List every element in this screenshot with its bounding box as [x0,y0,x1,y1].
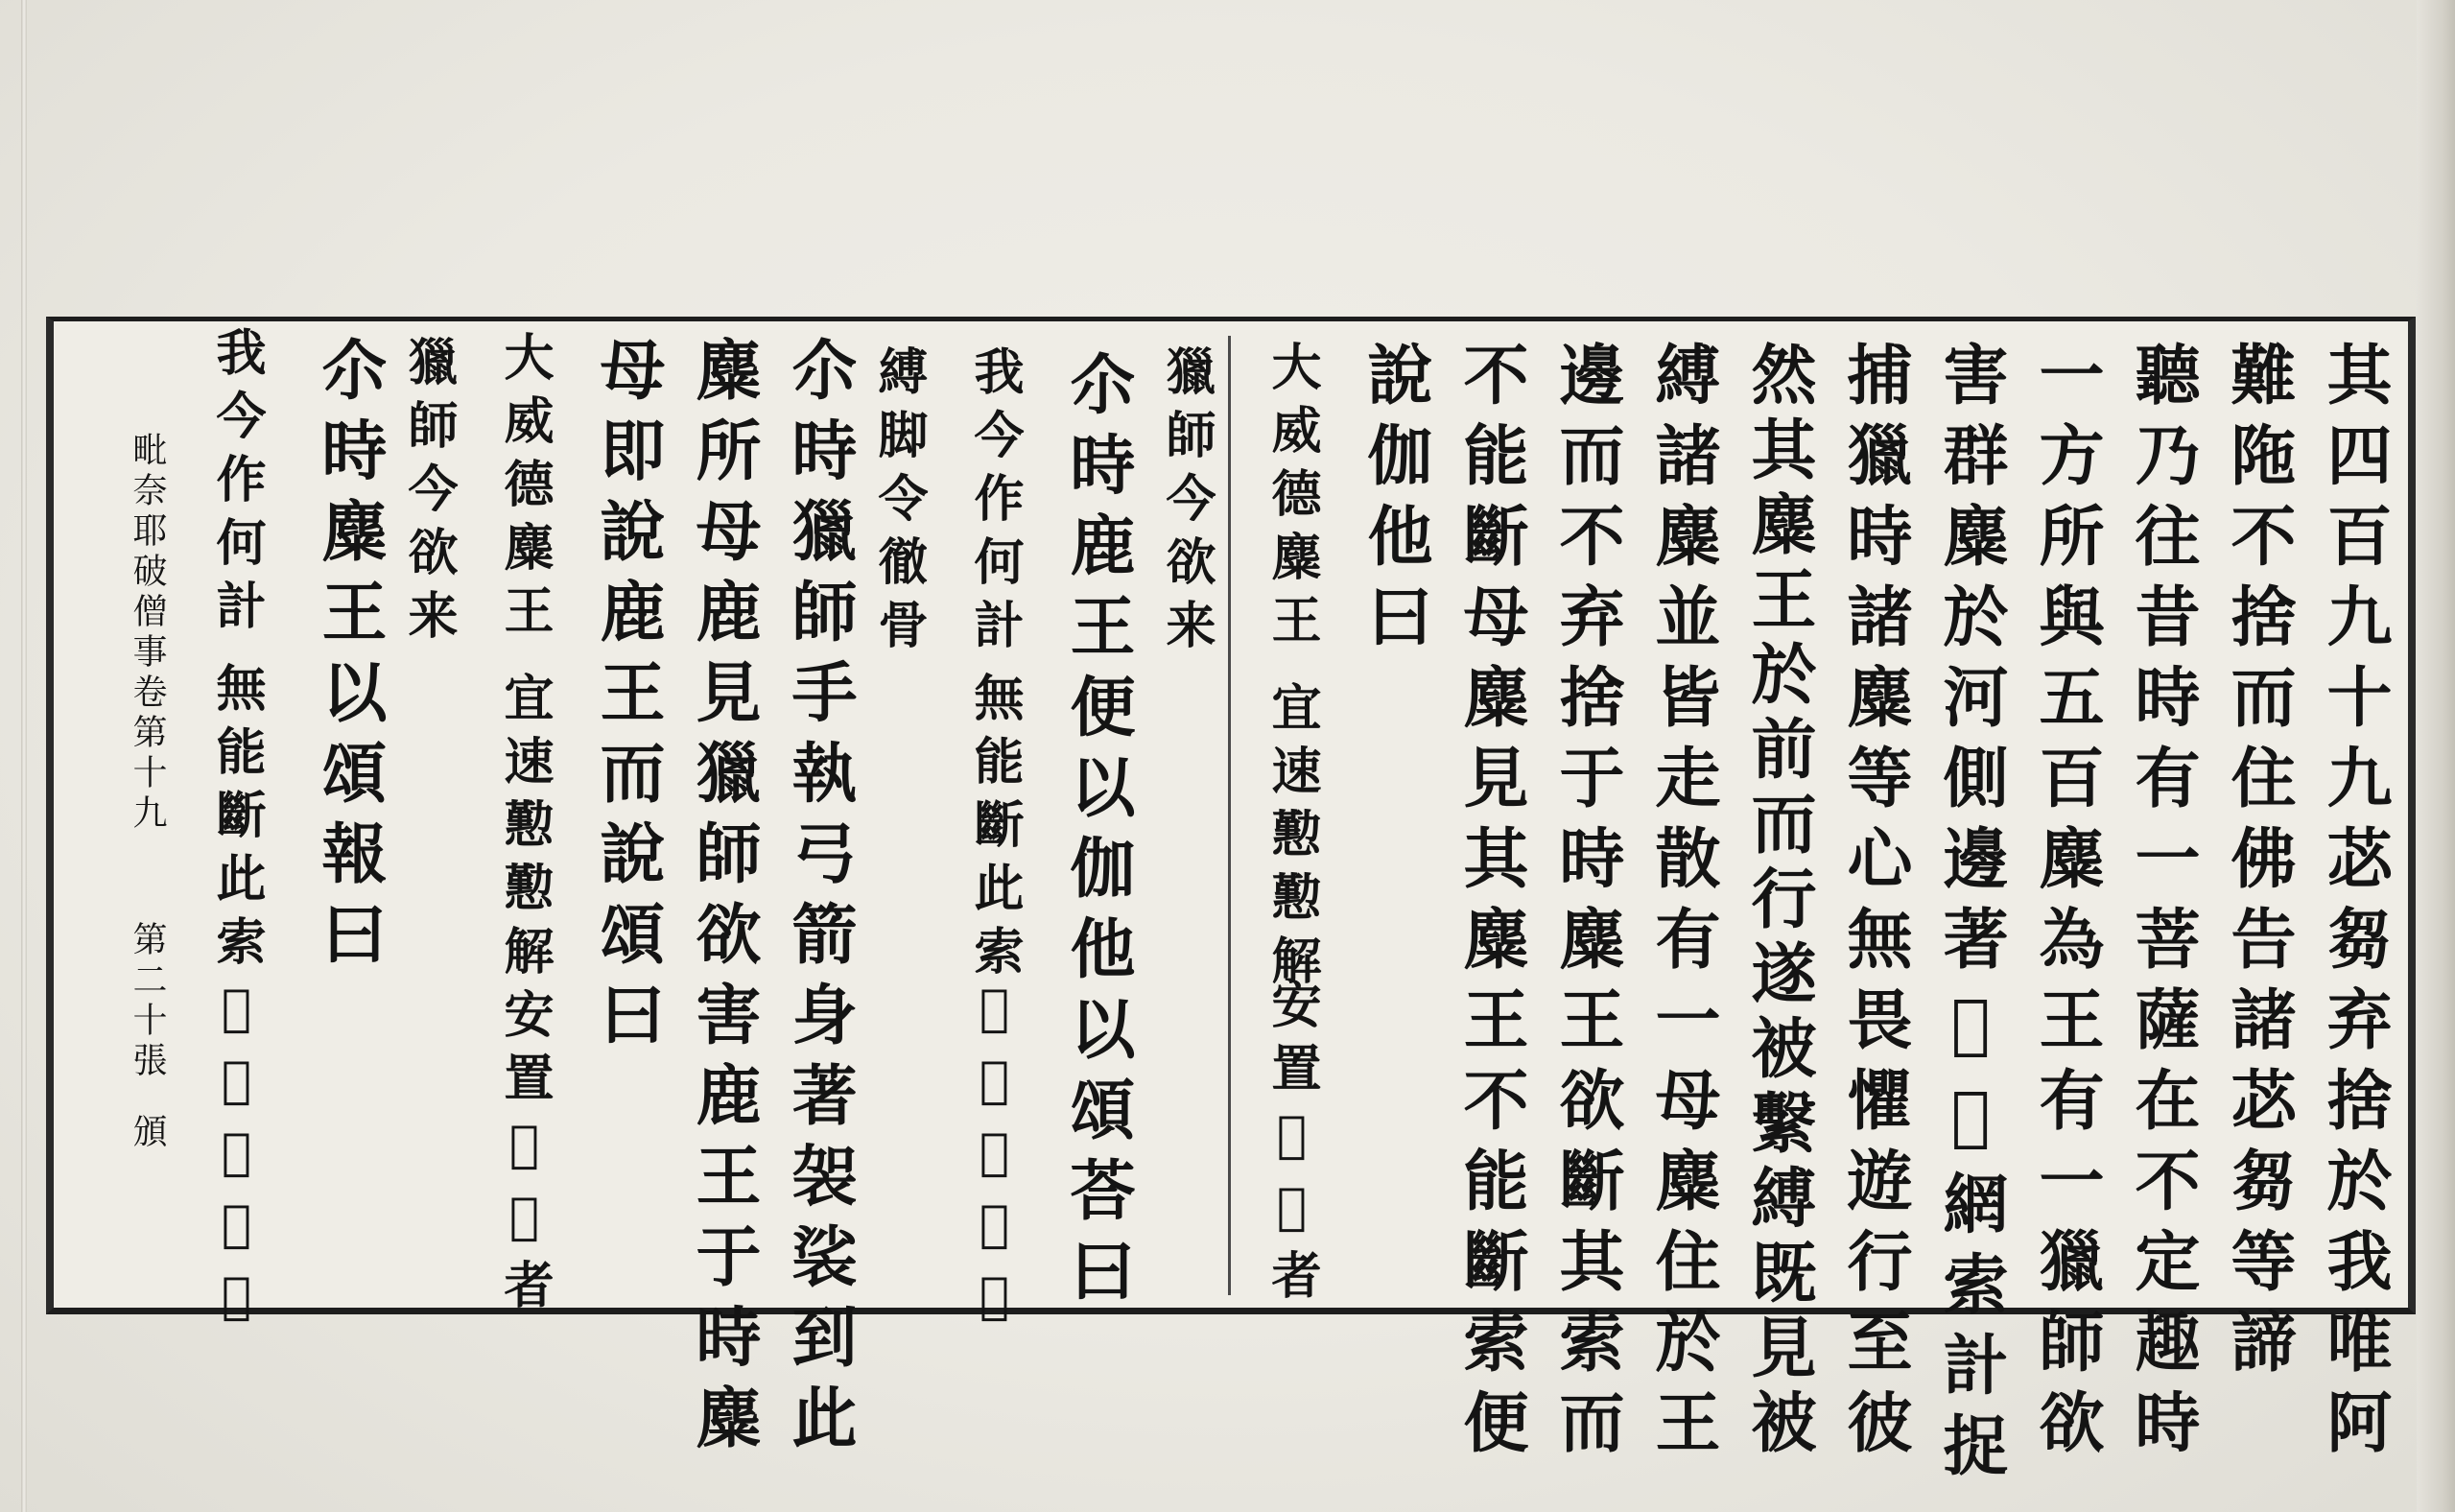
verse-column-20-a: 大威德麋王 [495,331,554,648]
verse-column-16: 縛脚令徹骨 [869,345,928,662]
text-column-5: 害群麋於河側邊著𦊰𦋺網索計捉 [1932,341,2009,1492]
verse-column-12-b: 宜速懃懃解 [1263,681,1321,998]
text-column-1: 其四百九十九苾芻弃捨於我唯阿 [2316,341,2393,1469]
page-number: 第二十張 [128,921,167,1082]
block-divider [1228,336,1231,1295]
text-column-19: 母即說鹿王而說頌曰 [589,336,666,1061]
verse-column-20-c: 安置𦊰𦋺者 [495,988,554,1322]
text-column-3: 聽乃往昔時有一菩薩在不定趣時 [2124,341,2201,1469]
text-column-14: 尒時鹿王便以伽他以頌荅曰 [1059,350,1136,1317]
verse-column-23-c: 𦊰索極堅牢 [207,979,266,1338]
text-column-8: 縛諸麋並皆走散有一母麋住於王 [1644,341,1721,1469]
text-column-18: 麋所母鹿見獵師欲害鹿王于時麋 [685,336,762,1464]
verse-column-15-a: 我今作何計 [965,345,1024,662]
margin-title: 毗奈耶破僧事卷第十九 [128,432,167,835]
verse-column-20-b: 宜速懃懃解 [495,672,554,988]
verse-column-15-c: 𦊰索極堅牢 [965,979,1024,1338]
verse-column-12-a: 大威德麋王 [1263,341,1321,657]
page-fold [21,0,27,1512]
verse-column-13: 獵師今欲来 [1157,345,1216,662]
page-edge [2417,0,2455,1512]
text-column-22: 尒時麋王以頌報曰 [311,336,388,980]
text-column-11: 說伽他曰 [1357,341,1433,663]
verse-column-23-a: 我今作何計 [207,326,266,643]
text-column-2: 難陁不捨而住佛告諸苾芻等諦 [2220,341,2297,1388]
text-column-4: 一方所與五百麋為王有一獵師欲 [2028,341,2105,1469]
text-column-10: 不能斷母麋見其麋王不能斷索便 [1452,341,1529,1469]
verse-column-23-b: 無能斷此索 [207,662,266,979]
text-column-7: 然其麋王於前而行遂被繫縛既見被 [1740,341,1817,1463]
verse-column-21: 獵師今欲来 [399,336,458,652]
text-column-17: 尒時獵師手執弓箭身著袈裟到此 [781,336,858,1464]
verse-column-12-c: 安置𦊰𦋺者 [1263,979,1321,1312]
carver-mark: 頒 [128,1113,167,1153]
text-column-6: 捕獵時諸麋等心無畏懼遊行至彼 [1836,341,1913,1469]
text-column-9: 邊而不弃捨于時麋王欲斷其索而 [1548,341,1625,1469]
verse-column-15-b: 無能斷此索 [965,672,1024,988]
